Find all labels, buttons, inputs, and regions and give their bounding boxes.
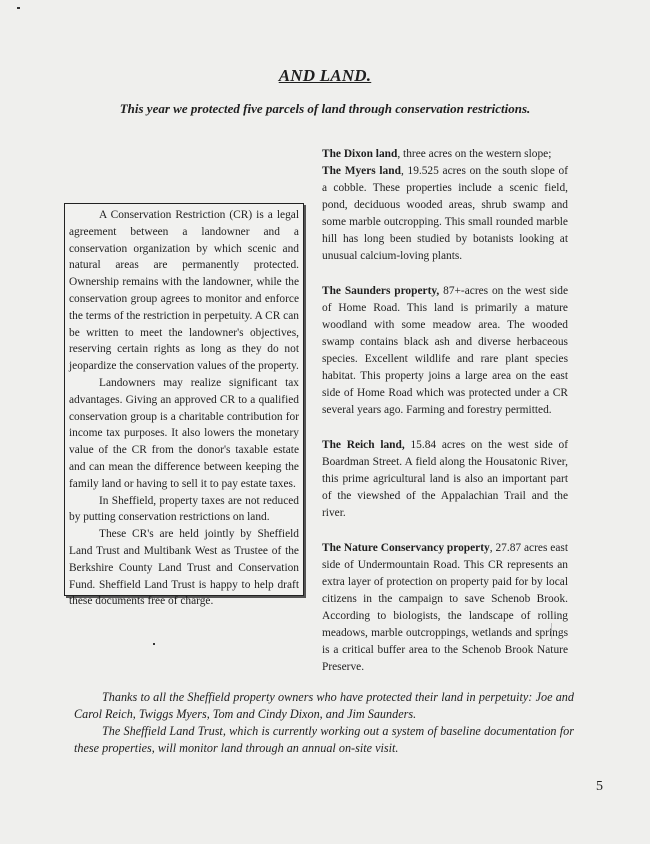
cr-paragraph: A Conservation Restriction (CR) is a legal agreement between a landowner and a conservation organization by which scenic and natural areas are permanently protected. Ownership remains with the landowner, while the conservation group agrees to monitor and enforce the terms of the restriction in perpetuity. A CR can be written to meet the landowner's objectives, reserving certain rights as long as they do not jeopardize the conservation values of the property. [69,209,299,373]
property-entry [322,540,568,676]
cr-paragraph: In Sheffield, property taxes are not reduced by putting conservation restrictions on land. [69,494,299,524]
property-entry [322,163,568,265]
property-name: The Saunders property, [322,285,440,297]
property-text: , 19.525 acres on the south slope of a cobble. These properties include a scenic field, pond, deciduous wooded areas, shrub swamp and some marble outcropping. This small rounded marble hill has long been studied by botanists looking at unusual calcium-loving plants. [322,165,568,262]
thanks-section [74,689,574,757]
cr-paragraph: Landowners may realize significant tax advantages. Giving an approved CR to a qualified conservation group is a charitable contribution for income tax purposes. It also lowers the monetary value of the CR from the donor's taxable estate and can mean the difference between keeping the family land or having to sell it to pay estate taxes. [69,376,299,490]
page-number: 5 [596,779,603,794]
thanks-paragraph: Thanks to all the Sheffield property owners who have protected their land in perpetuity: Joe and Carol Reich, Twiggs Myers, Tom and Cindy Dixon, and Jim Saunders. [74,690,574,721]
property-entry [322,146,568,163]
property-text: , three acres on the western slope; [397,148,552,160]
property-text: 15.84 acres on the west side of Boardman Street. A field along the Housatonic River, this prime agricultural land is also an important part of the viewshed of the Appalachian Trail and the river. [322,439,568,519]
properties-column [322,146,568,694]
property-name: The Myers land [322,165,401,177]
property-name: The Dixon land [322,148,398,160]
thanks-paragraph: The Sheffield Land Trust, which is currently working out a system of baseline documentation for these properties, will monitor land through an annual on-site visit. [74,724,574,755]
property-text: 87+-acres on the west side of Home Road. This land is primarily a mature woodland with some meadow area. The wooded swamp contains black ash and diverse herbaceous species. Excellent wildlife and rare plant species habitat. This property joins a large area on the east side of Home Road which was protected under a CR several years ago. Farming and forestry permitted. [322,285,568,416]
scan-speck [153,643,155,645]
conservation-restriction-box [64,203,304,608]
property-entry [322,437,568,522]
property-name: The Nature Conservancy property [322,542,490,554]
cr-paragraph: These CR's are held jointly by Sheffield Land Trust and Multibank West as Trustee of the Berkshire County Land Trust and Conservation Fund. Sheffield Land Trust is happy to help draft these documents free of charge. [69,528,299,608]
property-name: The Reich land, [322,439,405,451]
property-text: , 27.87 acres east side of Undermountain Road. This CR represents an extra layer of protection on property paid for by local citizens in the campaign to save Schenob Brook. According to biologists, the landscape of rolling meadows, marble outcroppings, wetlands and springs is a critical buffer area to the Schenob Brook Nature Preserve. [322,542,569,673]
scan-speck [17,7,20,9]
property-entry [322,283,568,419]
page-heading: AND LAND. [278,66,372,85]
page-subheading: This year we protected five parcels of land through conservation restrictions. [119,101,531,116]
